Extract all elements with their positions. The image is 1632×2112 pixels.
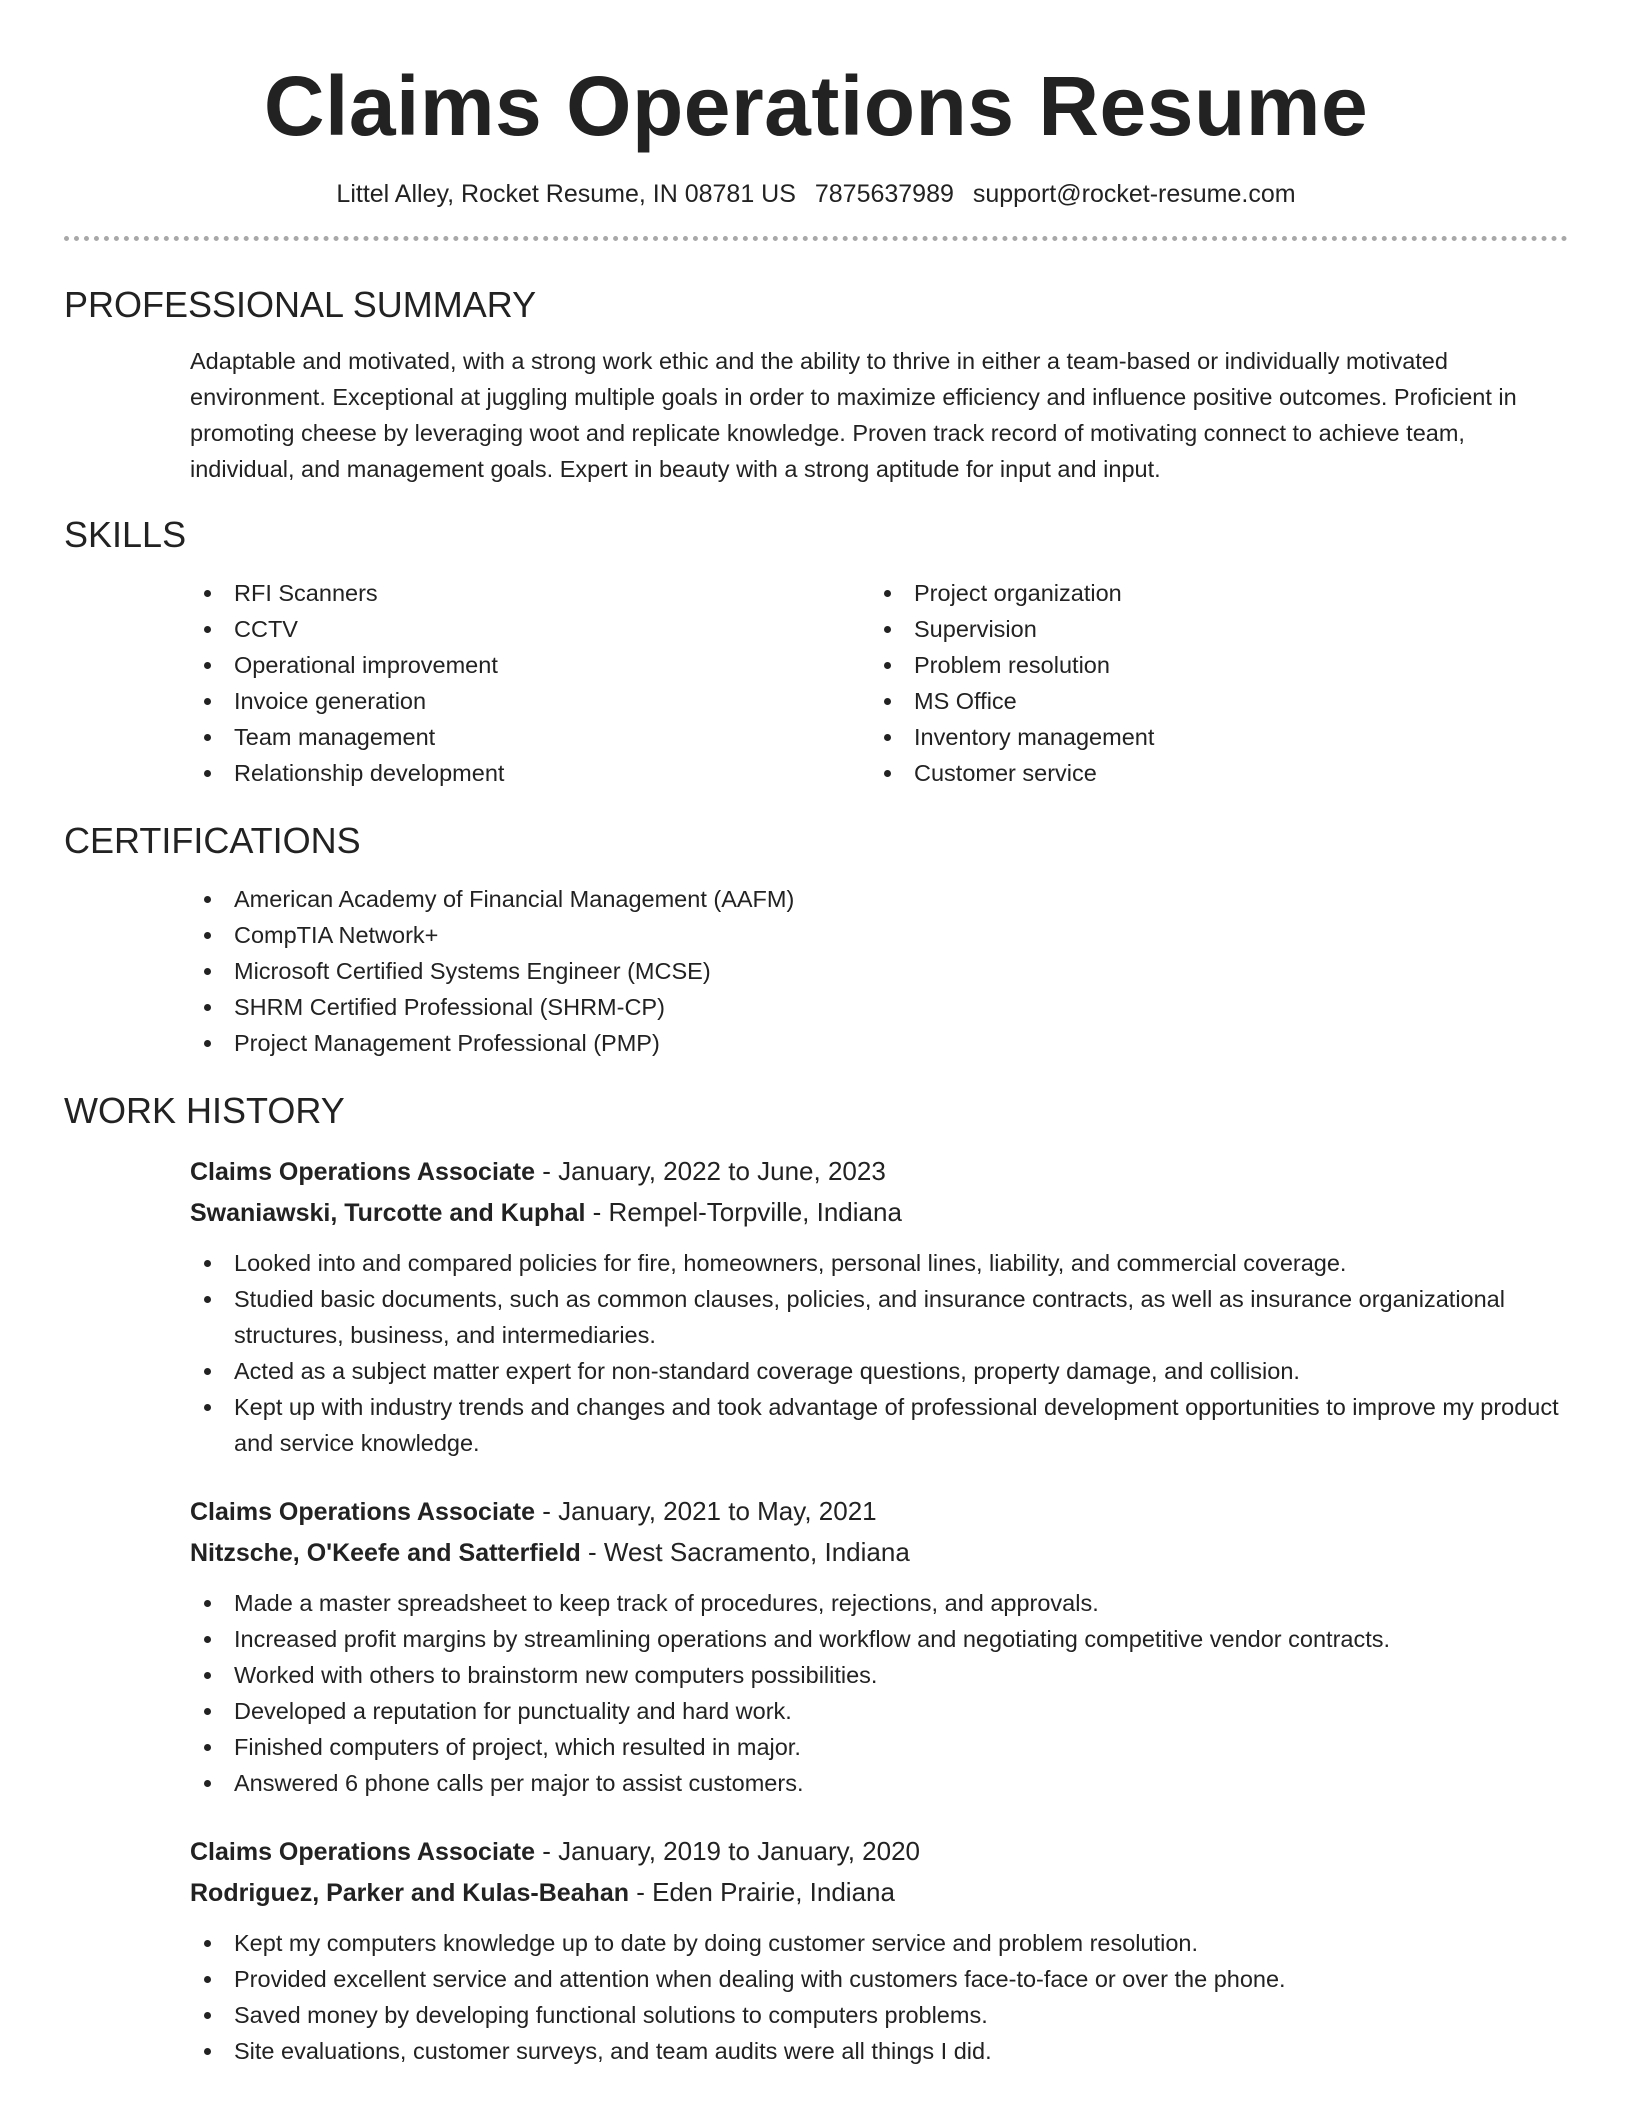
job-role: Claims Operations Associate bbox=[190, 1498, 536, 1526]
list-item: Provided excellent service and attention when dealing with customers face-to-face or over the phone. bbox=[190, 1961, 1568, 1997]
job-company: Rodriguez, Parker and Kulas-Beahan bbox=[190, 1879, 630, 1907]
list-item: Kept my computers knowledge up to date by doing customer service and problem resolution. bbox=[190, 1925, 1568, 1961]
list-item: Looked into and compared policies for fire, homeowners, personal lines, liability, and commercial coverage. bbox=[190, 1245, 1568, 1281]
list-item: Invoice generation bbox=[190, 683, 870, 719]
job-role: Claims Operations Associate bbox=[190, 1158, 536, 1186]
resume-name: Claims Operations Resume bbox=[263, 59, 1369, 153]
list-item: Supervision bbox=[870, 611, 1550, 647]
list-item: Relationship development bbox=[190, 755, 870, 791]
list-item: CompTIA Network+ bbox=[190, 917, 1568, 953]
list-item: Operational improvement bbox=[190, 647, 870, 683]
list-item: SHRM Certified Professional (SHRM-CP) bbox=[190, 989, 1568, 1025]
job-title-line bbox=[190, 1491, 1568, 1532]
list-item: Acted as a subject matter expert for non-standard coverage questions, property damage, and collision. bbox=[190, 1353, 1568, 1389]
job-location: - Eden Prairie, Indiana bbox=[629, 1877, 895, 1907]
summary-section bbox=[64, 343, 1568, 487]
certifications-section bbox=[64, 881, 1568, 1061]
certifications-list bbox=[190, 881, 1568, 1061]
certifications-heading: CERTIFICATIONS bbox=[64, 820, 361, 861]
job-bullets bbox=[190, 1925, 1568, 2069]
list-item: Finished computers of project, which resulted in major. bbox=[190, 1729, 1568, 1765]
list-item: MS Office bbox=[870, 683, 1550, 719]
list-item: Increased profit margins by streamlining operations and workflow and negotiating competitive vendor contracts. bbox=[190, 1621, 1568, 1657]
list-item: CCTV bbox=[190, 611, 870, 647]
contact-phone: 7875637989 bbox=[814, 180, 954, 208]
contact-email: support@rocket-resume.com bbox=[972, 180, 1296, 208]
list-item: Studied basic documents, such as common clauses, policies, and insurance contracts, as well as insurance organizational structures, business, and intermediaries. bbox=[190, 1281, 1568, 1353]
skills-heading: SKILLS bbox=[64, 514, 187, 555]
list-item: Microsoft Certified Systems Engineer (MCSE) bbox=[190, 953, 1568, 989]
list-item: Customer service bbox=[870, 755, 1550, 791]
job-dates: - January, 2021 to May, 2021 bbox=[535, 1496, 877, 1526]
list-item: Project organization bbox=[870, 575, 1550, 611]
job-title-line bbox=[190, 1151, 1568, 1192]
skills-list-left bbox=[190, 575, 870, 791]
job-role: Claims Operations Associate bbox=[190, 1838, 536, 1866]
list-item: Developed a reputation for punctuality and hard work. bbox=[190, 1693, 1568, 1729]
job-dates: - January, 2019 to January, 2020 bbox=[535, 1836, 920, 1866]
list-item: Answered 6 phone calls per major to assist customers. bbox=[190, 1765, 1568, 1801]
job-dates: - January, 2022 to June, 2023 bbox=[535, 1156, 886, 1186]
summary-text: Adaptable and motivated, with a strong work ethic and the ability to thrive in either a team-based or individually motivated environment. Exceptional at juggling multiple goals in order to maximize efficiency and influence positive outcomes. Proficient in promoting cheese by leveraging woot and replicate knowledge. Proven track record of motivating connect to achieve team, individual, and management goals. Expert in beauty with a strong aptitude for input and input. bbox=[190, 348, 1517, 482]
list-item: Team management bbox=[190, 719, 870, 755]
list-item: American Academy of Financial Management (AAFM) bbox=[190, 881, 1568, 917]
job-entry-2 bbox=[64, 1491, 1568, 1801]
skills-list-right bbox=[870, 575, 1550, 791]
summary-heading: PROFESSIONAL SUMMARY bbox=[64, 284, 537, 325]
list-item: Worked with others to brainstorm new computers possibilities. bbox=[190, 1657, 1568, 1693]
list-item: Problem resolution bbox=[870, 647, 1550, 683]
job-location: - Rempel-Torpville, Indiana bbox=[585, 1197, 902, 1227]
work-history-heading: WORK HISTORY bbox=[64, 1090, 345, 1131]
job-company: Nitzsche, O'Keefe and Satterfield bbox=[190, 1539, 581, 1567]
list-item: Kept up with industry trends and changes and took advantage of professional development opportunities to improve my product and service knowledge. bbox=[190, 1389, 1568, 1461]
list-item: Inventory management bbox=[870, 719, 1550, 755]
list-item: RFI Scanners bbox=[190, 575, 870, 611]
contact-address: Littel Alley, Rocket Resume, IN 08781 US bbox=[336, 180, 796, 208]
job-company-line bbox=[190, 1192, 1568, 1233]
list-item: Site evaluations, customer surveys, and team audits were all things I did. bbox=[190, 2033, 1568, 2069]
skills-section bbox=[64, 575, 1568, 791]
job-company-line bbox=[190, 1872, 1568, 1913]
contact-line bbox=[64, 178, 1568, 210]
job-title-line bbox=[190, 1831, 1568, 1872]
job-company: Swaniawski, Turcotte and Kuphal bbox=[190, 1199, 586, 1227]
job-entry-3 bbox=[64, 1831, 1568, 2069]
header-divider bbox=[64, 236, 1568, 241]
job-entry-1 bbox=[64, 1151, 1568, 1461]
job-company-line bbox=[190, 1532, 1568, 1573]
job-location: - West Sacramento, Indiana bbox=[580, 1537, 910, 1567]
job-bullets bbox=[190, 1585, 1568, 1801]
list-item: Made a master spreadsheet to keep track of procedures, rejections, and approvals. bbox=[190, 1585, 1568, 1621]
job-bullets bbox=[190, 1245, 1568, 1461]
list-item: Saved money by developing functional solutions to computers problems. bbox=[190, 1997, 1568, 2033]
list-item: Project Management Professional (PMP) bbox=[190, 1025, 1568, 1061]
